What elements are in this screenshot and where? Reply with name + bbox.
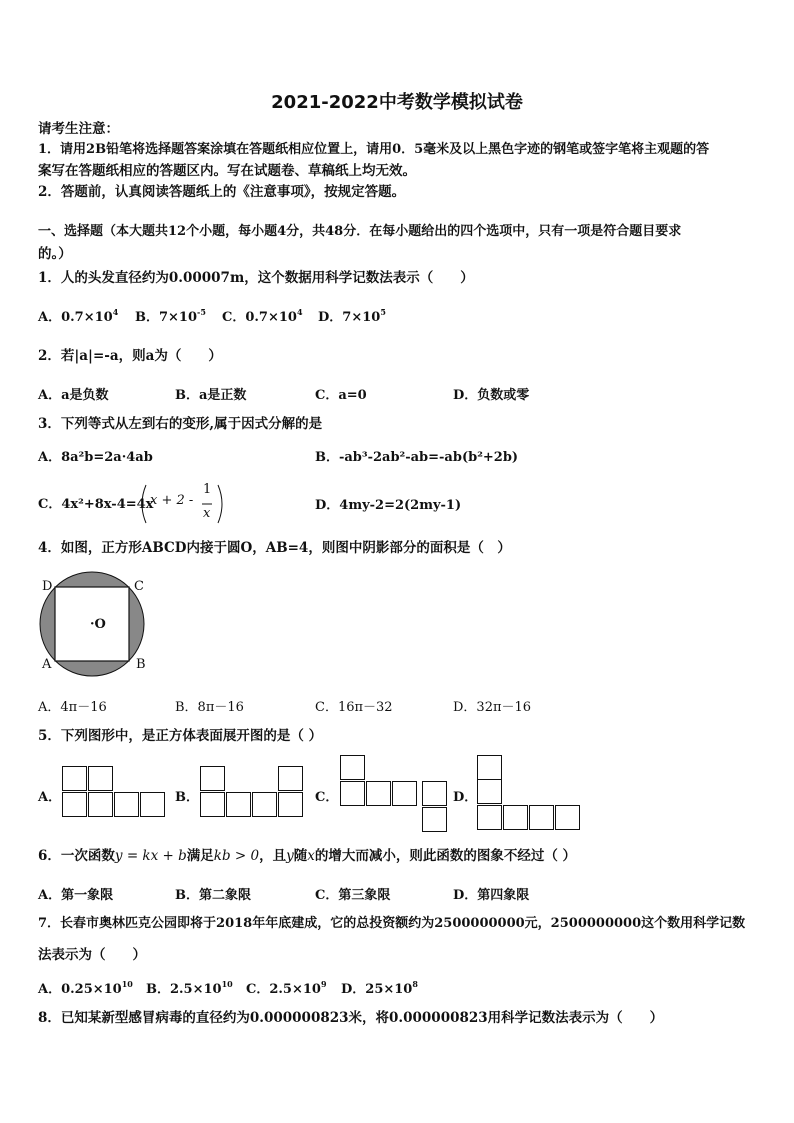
page-title: 2021-2022中考数学模拟试卷	[271, 92, 523, 113]
q7-option-b[interactable]: B．$2.5\times 10^{10}$	[146, 979, 233, 997]
q6-option-b[interactable]: B．第二象限	[175, 888, 251, 903]
q6-stem-mid3: 随	[293, 848, 308, 864]
q2-stem: 2．若|a|=-a，则a为（ ）	[38, 348, 222, 364]
q4-label-o: ·O	[90, 617, 106, 632]
q6-formula: y = kx + b	[114, 848, 187, 864]
q4-stem: 4．如图，正方形ABCD内接于圆O，AB=4，则图中阴影部分的面积是（ ）	[38, 540, 511, 556]
notice-line-2: 案写在答题纸相应的答题区内。写在试题卷、草稿纸上均无效。	[38, 163, 416, 179]
q4-option-c[interactable]: C．16π－32	[315, 700, 393, 715]
q8-stem: 8．已知某新型感冒病毒的直径约为0.000000823米，将0.000000823用科学记数法表示为（ ）	[38, 1010, 664, 1026]
q3-option-b[interactable]: B．-ab³-2ab²-ab=-ab(b²+2b)	[315, 450, 519, 465]
q5-stem: 5．下列图形中，是正方体表面展开图的是（ ）	[38, 728, 323, 744]
q3-option-a[interactable]: A．8a²b=2a·4ab	[38, 450, 153, 465]
q4-option-b[interactable]: B．8π－16	[175, 700, 244, 715]
section-header-line-1: 一、选择题（本大题共12个小题，每小题4分，共48分．在每小题给出的四个选项中，只有一项是符合题目要求	[38, 224, 682, 239]
q4-option-d[interactable]: D．32π－16	[453, 700, 532, 715]
q1-option-a[interactable]: A．$0.7\times 10^4$	[38, 307, 119, 325]
q3-stem: 3．下列等式从左到右的变形,属于因式分解的是	[38, 416, 323, 432]
q4-label-b: B	[136, 657, 146, 672]
q7-stem-line-1: 7．长春市奥林匹克公园即将于2018年年底建成，它的总投资额约为2500000000元，2500000000这个数用科学记数	[38, 916, 746, 931]
q3-option-c-inner: x + 2 -	[150, 493, 194, 508]
q6-var-x: x	[307, 848, 315, 864]
q5-net-a[interactable]	[62, 766, 172, 822]
q3-option-c-prefix: C．4x²+8x-4=4x	[38, 497, 154, 512]
q1-option-d[interactable]: D．$7\times 10^5$	[318, 307, 386, 325]
q4-label-d: D	[42, 579, 53, 594]
q1-option-c[interactable]: C．$0.7\times 10^4$	[222, 307, 303, 325]
q5-net-b[interactable]	[200, 766, 310, 822]
q7-option-c[interactable]: C．$2.5\times 10^9$	[246, 979, 327, 997]
section-header-line-2: 的。）	[38, 246, 72, 262]
notice-line-3: 2．答题前，认真阅读答题纸上的《注意事项》，按规定答题。	[38, 184, 406, 200]
q5-option-d[interactable]: D．	[453, 790, 478, 805]
q5-option-c[interactable]: C．	[315, 790, 339, 805]
q7-stem-line-2: 法表示为（ ）	[38, 947, 146, 963]
q4-label-a: A	[42, 657, 52, 672]
q6-stem-post: 的增大而减小，则此函数的图象不经过（ ）	[314, 848, 577, 864]
q5-net-c[interactable]	[340, 755, 450, 835]
q3-option-c-numerator: 1	[203, 482, 212, 497]
q6-condition: kb > 0	[213, 848, 260, 864]
q6-option-c[interactable]: C．第三象限	[315, 888, 391, 903]
q5-option-b[interactable]: B．	[175, 790, 199, 805]
q1-stem: 1．人的头发直径约为0.00007m，这个数据用科学记数法表示（ ）	[38, 270, 474, 286]
notice-line-1: 1．请用2B铅笔将选择题答案涂填在答题纸相应位置上，请用0．5毫米及以上黑色字迹的钢笔或签字笔将主观题的答	[38, 142, 710, 157]
q4-label-c: C	[134, 579, 144, 594]
q2-option-c[interactable]: C．a=0	[315, 388, 367, 403]
q4-option-a[interactable]: A．4π－16	[38, 700, 107, 715]
q2-option-a[interactable]: A．a是负数	[38, 388, 109, 403]
q2-option-d[interactable]: D．负数或零	[453, 388, 530, 403]
q6-option-a[interactable]: A．第一象限	[38, 888, 114, 903]
q5-net-d[interactable]	[477, 755, 587, 835]
q1-option-b[interactable]: B．$7\times 10^{-5}$	[135, 307, 206, 325]
q6-stem-pre: 6．一次函数	[38, 848, 115, 864]
q6-var-y: y	[286, 848, 294, 864]
q6-stem-mid2: ，且	[259, 848, 287, 864]
q6-stem	[38, 846, 576, 866]
q7-option-d[interactable]: D．$25\times 10^8$	[341, 979, 418, 997]
q6-stem-mid: 满足	[186, 848, 214, 864]
q3-option-d[interactable]: D．4my-2=2(2my-1)	[315, 498, 462, 513]
notice-heading: 请考生注意：	[38, 121, 119, 137]
q7-option-a[interactable]: A．$0.25\times 10^{10}$	[38, 979, 133, 997]
q6-option-d[interactable]: D．第四象限	[453, 888, 530, 903]
q2-option-b[interactable]: B．a是正数	[175, 388, 247, 403]
q5-option-a[interactable]: A．	[38, 790, 62, 805]
q3-option-c-denominator: x	[203, 506, 211, 521]
